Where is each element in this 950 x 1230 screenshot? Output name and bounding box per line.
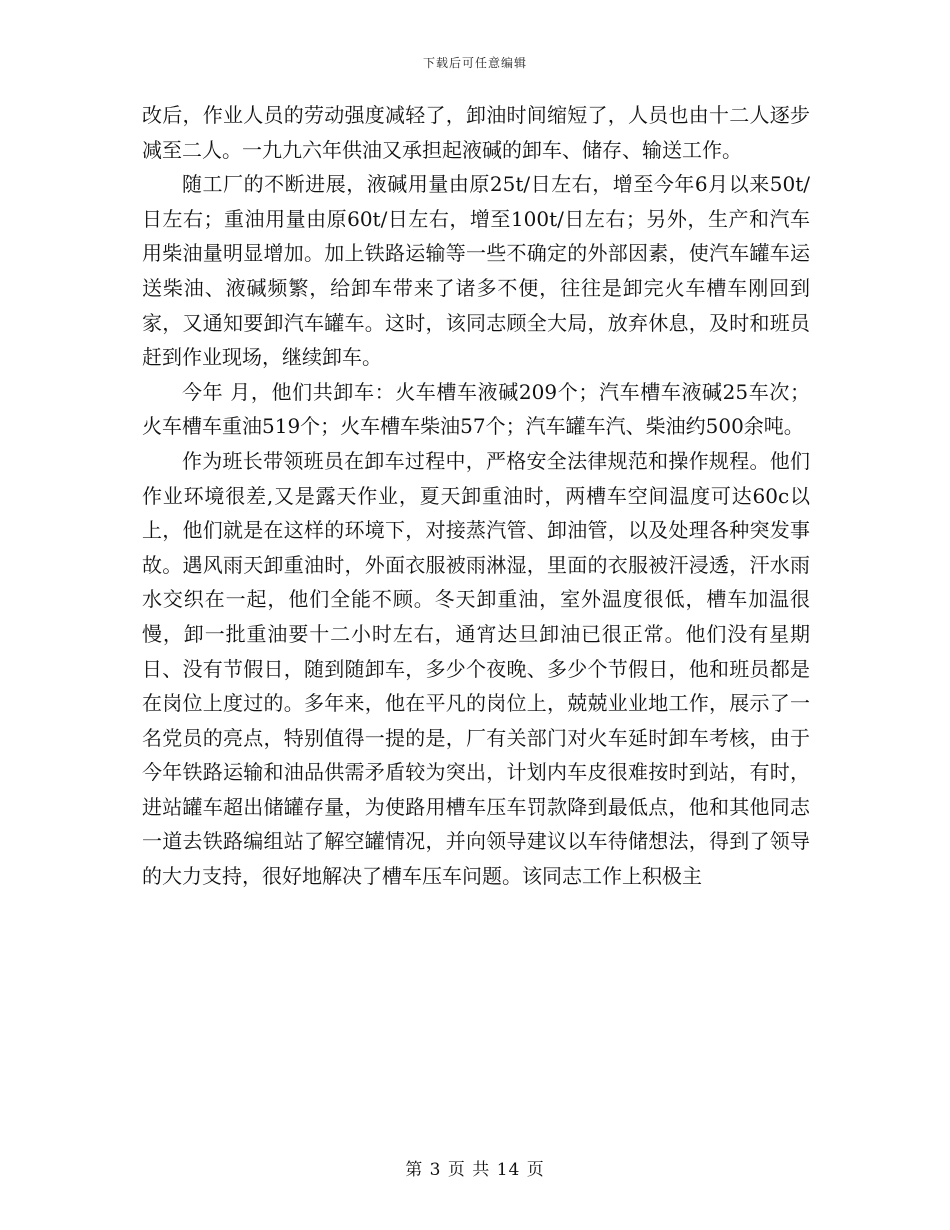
paragraph: 今年 月，他们共卸车：火车槽车液碱209个；汽车槽车液碱25车次；火车槽车重油519个；火车槽车柴油57个；汽车罐车汽、柴油约500余吨。 [142, 379, 810, 439]
paragraph: 随工厂的不断进展，液碱用量由原25t/日左右，增至今年6月以来50t/日左右；重油用量由原60t/日左右，增至100t/日左右；另外，生产和汽车用柴油量明显增加。加上铁路运输等一些不确定的外部因素，使汽车罐车运送柴油、液碱频繁，给卸车带来了诸多不便，往往是卸完火车槽车刚回到家，又通知要卸汽车罐车。这时，该同志顾全大局，放弃休息，及时和班员赶到作业现场，继续卸车。 [142, 172, 810, 370]
paragraph: 改后，作业人员的劳动强度减轻了，卸油时间缩短了，人员也由十二人逐步减至二人。一九九六年供油又承担起液碱的卸车、储存、输送工作。 [142, 103, 810, 162]
document-body [142, 98, 810, 894]
paragraph: 作为班长带领班员在卸车过程中，严格安全法律规范和操作规程。他们作业环境很差,又是露天作业，夏天卸重油时，两槽车空间温度可达60c以上，他们就是在这样的环境下，对接蒸汽管、卸油管，以及处理各种突发事故。遇风雨天卸重油时，外面衣服被雨淋湿，里面的衣服被汗浸透，汗水雨水交织在一起，他们全能不顾。冬天卸重油，室外温度很低，槽车加温很慢，卸一批重油要十二小时左右，通宵达旦卸油已很正常。他们没有星期日、没有节假日，随到随卸车，多少个夜晚、多少个节假日，他和班员都是在岗位上度过的。多年来，他在平凡的岗位上，兢兢业业地工作，展示了一名党员的亮点，特别值得一提的是，厂有关部门对火车延时卸车考核，由于今年铁路运输和油品供需矛盾较为突出，计划内车皮很难按时到站，有时，进站罐车超出储罐存量，为使路用槽车压车罚款降到最低点，他和其他同志一道去铁路编组站了解空罐情况，并向领导建议以车待储想法，得到了领导的大力支持，很好地解决了槽车压车问题。该同志工作上积极主 [142, 448, 810, 889]
page-header: 下载后可任意编辑 [422, 56, 527, 70]
page-number: 第 3 页 共 14 页 [405, 1160, 545, 1180]
